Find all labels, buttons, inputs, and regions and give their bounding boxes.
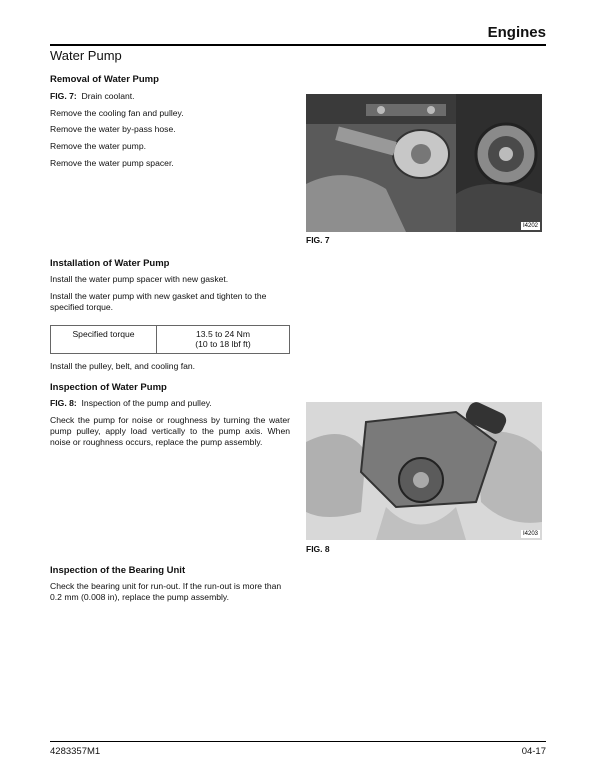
- installation-step-1: Install the water pump spacer with new gasket.: [50, 274, 229, 284]
- removal-step-5: Remove the water pump spacer.: [50, 158, 174, 168]
- fig8-caption: FIG. 8: [306, 544, 330, 554]
- fig8-photo: [306, 402, 542, 540]
- fig8-code: I4203: [522, 531, 538, 537]
- installation-step-2: Install the water pump with new gasket and tighten to the specified torque.: [50, 291, 267, 312]
- torque-value-nm: 13.5 to 24 Nm: [196, 329, 250, 339]
- fig7-reference: FIG. 7:: [50, 91, 77, 101]
- section-title: Engines: [487, 24, 546, 41]
- fig7-code: I4202: [522, 223, 538, 229]
- torque-table: [50, 325, 290, 354]
- inspection-pump-step-1-text: Inspection of the pump and pulley.: [81, 398, 212, 408]
- fig7-photo: [306, 94, 542, 232]
- removal-step-4: Remove the water pump.: [50, 141, 147, 151]
- fig7-illustration: [306, 94, 542, 232]
- installation-step-3: Install the pulley, belt, and cooling fan.: [50, 361, 196, 371]
- inspection-bearing-body: Check the bearing unit for run-out. If the run-out is more than 0.2 mm (0.008 in), replace the pump assembly.: [50, 581, 282, 602]
- inspection-bearing-heading: Inspection of the Bearing Unit: [50, 565, 186, 576]
- fig8-reference: FIG. 8:: [50, 398, 77, 408]
- removal-step-2: Remove the cooling fan and pulley.: [50, 108, 184, 118]
- removal-step-3: Remove the water by-pass hose.: [50, 124, 176, 134]
- footer-rule: [50, 741, 546, 742]
- fig8-illustration: [306, 402, 542, 540]
- removal-step-1-text: Drain coolant.: [81, 91, 135, 101]
- torque-label: Specified torque: [51, 326, 157, 353]
- removal-heading: Removal of Water Pump: [50, 74, 159, 85]
- page-number: 04-17: [521, 746, 546, 757]
- torque-value: [157, 326, 289, 353]
- torque-value-lbf: (10 to 18 lbf ft): [195, 339, 251, 349]
- fig7-caption: FIG. 7: [306, 235, 330, 245]
- page-title: Water Pump: [50, 48, 122, 63]
- removal-step-1: [50, 91, 290, 102]
- inspection-pump-step-1: [50, 398, 290, 409]
- inspection-pump-body: Check the pump for noise or roughness by turning the water pump pulley, apply load vertically to the pump axis. When noise or roughness occurs, replace the pump assembly.: [50, 415, 290, 447]
- installation-heading: Installation of Water Pump: [50, 258, 170, 269]
- header-rule: [50, 44, 546, 46]
- doc-number: 4283357M1: [50, 746, 101, 757]
- inspection-pump-heading: Inspection of Water Pump: [50, 382, 167, 393]
